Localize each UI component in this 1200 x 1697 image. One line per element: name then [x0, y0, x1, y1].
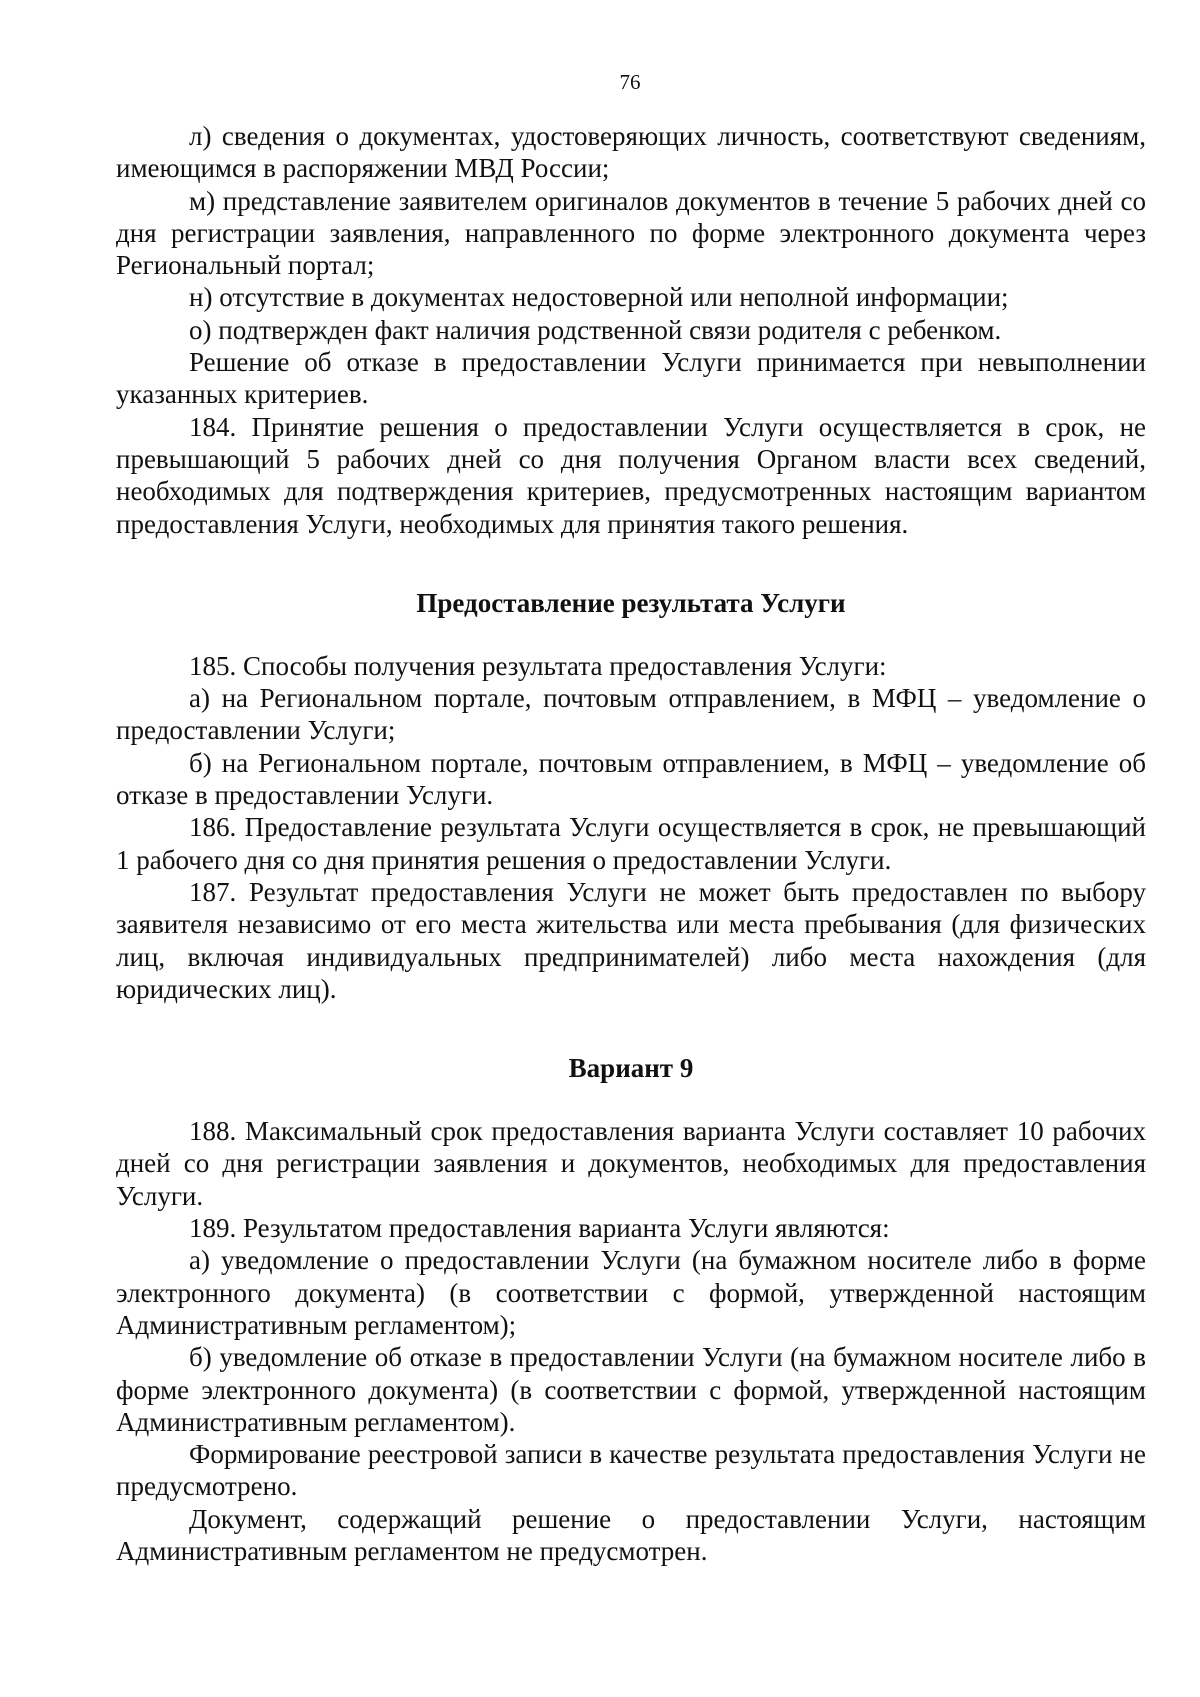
- paragraph-186: 186. Предоставление результата Услуги осуществляется в срок, не превышающий 1 рабочего дня со дня принятия решения о предоставлении Услуги.: [116, 812, 1146, 875]
- document-body: [116, 120, 1146, 1567]
- paragraph-m: м) представление заявителем оригиналов документов в течение 5 рабочих дней со дня регистрации заявления, направленного по форме электронного документа через Региональный портал;: [116, 185, 1146, 281]
- paragraph-o: о) подтвержден факт наличия родственной связи родителя с ребенком.: [189, 314, 1002, 345]
- paragraph-187: 187. Результат предоставления Услуги не может быть предоставлен по выбору заявителя независимо от его места жительства или места пребывания (для физических лиц, включая индивидуальных предпринимателей) либо места нахождения (для юридических лиц).: [116, 876, 1146, 1004]
- paragraph-registry-record: Формирование реестровой записи в качестве результата предоставления Услуги не предусмотрено.: [116, 1439, 1146, 1502]
- paragraph-188: 188. Максимальный срок предоставления варианта Услуги составляет 10 рабочих дней со дня регистрации заявления и документов, необходимых для предоставления Услуги.: [116, 1116, 1146, 1211]
- paragraph-189-a: а) уведомление о предоставлении Услуги (на бумажном носителе либо в форме электронного документа) (в соответствии с формой, утвержденной настоящим Административным регламентом);: [116, 1245, 1146, 1340]
- section-heading-variant-9: Вариант 9: [568, 1053, 694, 1084]
- page-number: 76: [619, 70, 641, 94]
- paragraph-184: 184. Принятие решения о предоставлении Услуги осуществляется в срок, не превышающий 5 рабочих дней со дня получения Органом власти всех сведений, необходимых для подтверждения критериев, предусмотренных настоящим вариантом предоставления Услуги, необходимых для принятия такого решения.: [116, 411, 1146, 539]
- paragraph-189: 189. Результатом предоставления варианта Услуги являются:: [189, 1213, 890, 1244]
- paragraph-185: 185. Способы получения результата предоставления Услуги:: [189, 650, 887, 681]
- paragraph-185-a: а) на Региональном портале, почтовым отправлением, в МФЦ – уведомление о предоставлении Услуги;: [116, 683, 1146, 746]
- paragraph-refusal-decision: Решение об отказе в предоставлении Услуги принимается при невыполнении указанных критериев.: [116, 347, 1146, 410]
- paragraph-l: л) сведения о документах, удостоверяющих личность, соответствуют сведениям, имеющимся в распоряжении МВД России;: [116, 121, 1146, 184]
- paragraph-189-b: б) уведомление об отказе в предоставлении Услуги (на бумажном носителе либо в форме электронного документа) (в соответствии с формой, утвержденной настоящим Административным регламентом).: [116, 1342, 1146, 1437]
- paragraph-n: н) отсутствие в документах недостоверной или неполной информации;: [189, 282, 1009, 313]
- paragraph-185-b: б) на Региональном портале, почтовым отправлением, в МФЦ – уведомление об отказе в предоставлении Услуги.: [116, 747, 1146, 811]
- section-heading-result: Предоставление результата Услуги: [416, 587, 846, 618]
- paragraph-decision-document: Документ, содержащий решение о предоставлении Услуги, настоящим Административным регламентом не предусмотрен.: [116, 1503, 1146, 1566]
